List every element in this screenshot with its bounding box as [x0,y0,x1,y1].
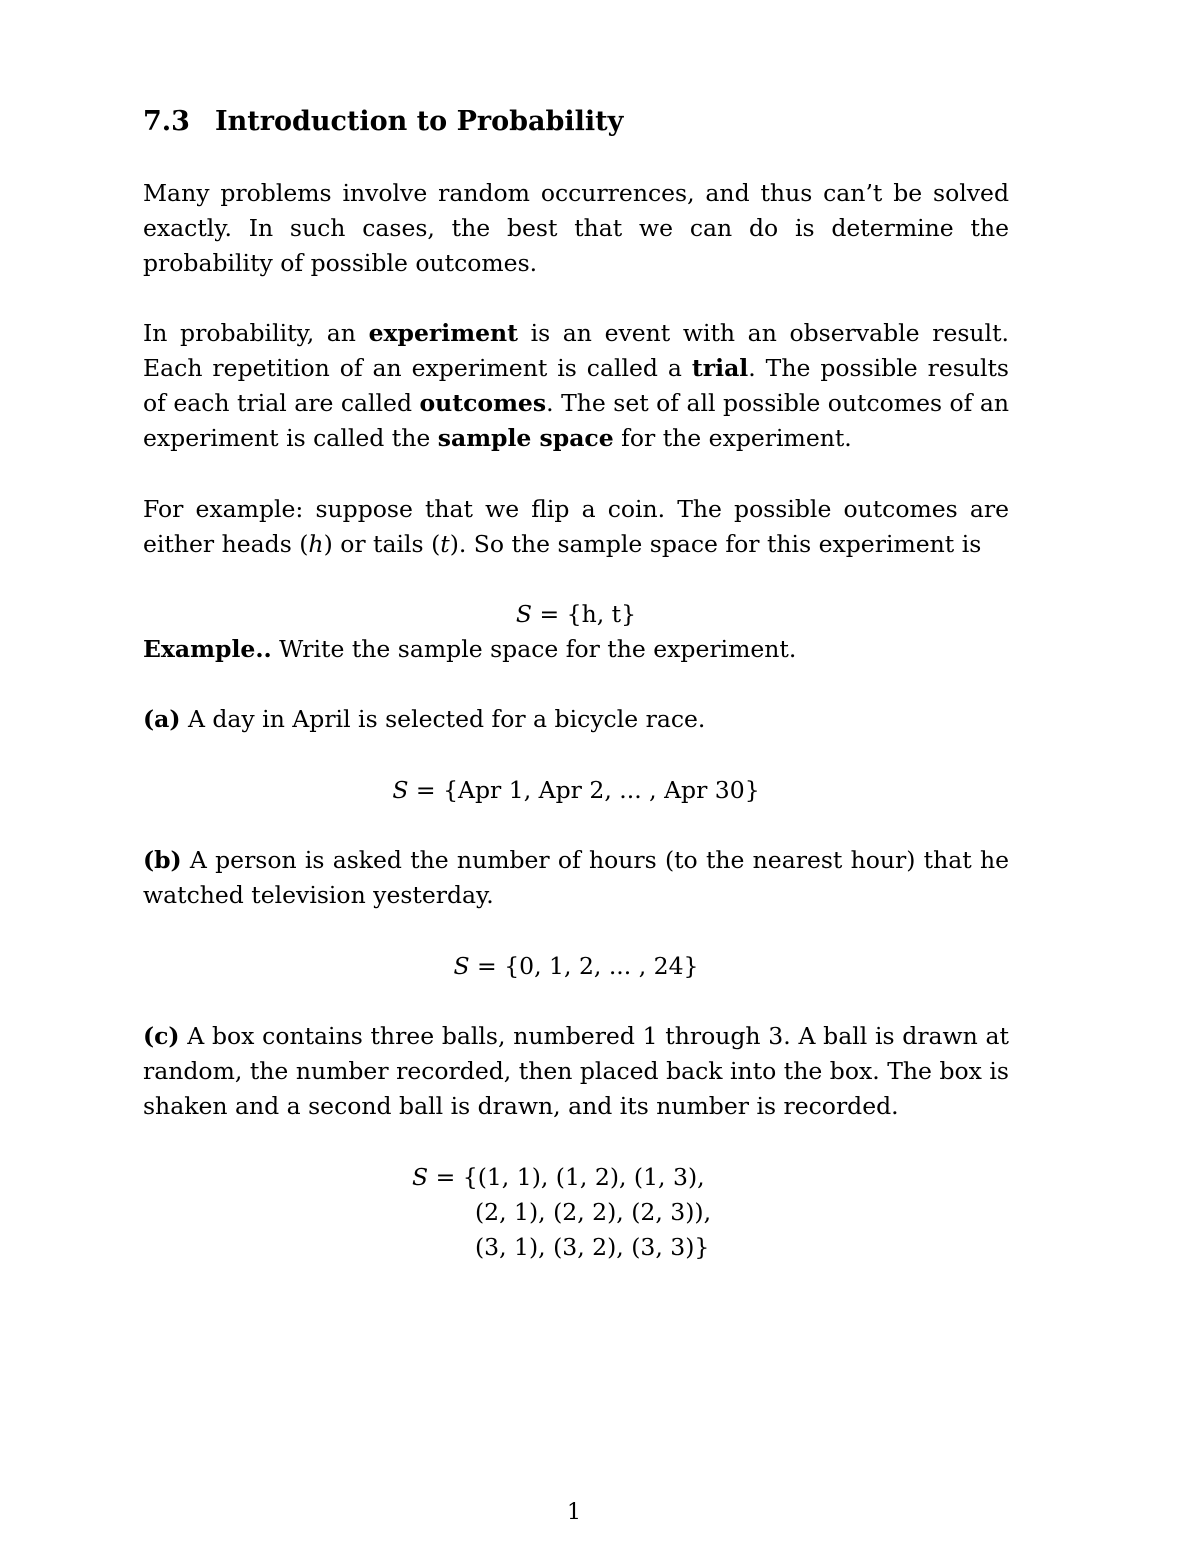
part-b-equation [143,949,1009,984]
definitions-paragraph [143,316,1009,456]
equation-rhs: = {h, t} [532,600,637,628]
term-trial: trial [691,354,749,382]
term-experiment: experiment [368,319,518,347]
part-c-label: (c) [143,1022,180,1050]
term-sample-space: sample space [437,424,614,452]
coin-sample-space-equation [143,597,1009,632]
definitions-text: is an event with an observable result. Each repetition of an experiment is called a [143,319,1009,382]
definitions-text: In probability, an [143,319,369,347]
coin-example-text: For example: suppose that we flip a coin. The possible outcomes are either heads ( [143,495,1009,558]
equation-s: S [515,600,533,628]
page-number: 1 [567,1500,581,1525]
equation-rhs: = {Apr 1, Apr 2, ... , Apr 30} [408,776,760,804]
section-number: 7.3 [143,106,190,137]
part-b-label: (b) [143,846,182,874]
definitions-text: . The set of all possible outcomes of an experiment is called the [143,389,1009,452]
definitions-text: . The possible results of each trial are called [143,354,1009,417]
term-outcomes: outcomes [419,389,547,417]
equation-row-3: (3, 1), (3, 2), (3, 3)} [475,1233,710,1261]
equation-row-2: (2, 1), (2, 2), (2, 3)), [475,1198,712,1226]
section-heading [143,104,623,140]
part-a-text: A day in April is selected for a bicycle race. [180,705,706,733]
part-a-equation [143,773,1009,808]
example-prompt: Write the sample space for the experiment. [271,635,797,663]
equation-s: S [412,1163,429,1191]
part-c-text: A box contains three balls, numbered 1 through 3. A ball is drawn at random, the number recorded, then placed back into the box. The box is shaken and a second ball is drawn, and its number is recorded. [143,1022,1009,1120]
equation-s: S [453,952,470,980]
intro-paragraph: Many problems involve random occurrences, and thus can’t be solved exactly. In such cases, the best that we can do is determine the probability of possible outcomes. [143,179,1009,277]
part-c-equation [412,1160,711,1265]
section-title: Introduction to Probability [215,106,624,137]
part-b-text: A person is asked the number of hours (to the nearest hour) that he watched television yesterday. [143,846,1009,909]
equation-s: S [392,776,409,804]
example-label: Example.. [143,635,272,663]
example-heading-paragraph [143,632,1009,667]
coin-example-text: ) or tails ( [323,530,441,558]
equation-row-1: = {(1, 1), (1, 2), (1, 3), [428,1163,705,1191]
var-h: h [308,530,324,558]
coin-example-text: ). So the sample space for this experiment is [449,530,982,558]
equation-rhs: = {0, 1, 2, ... , 24} [469,952,699,980]
definitions-text: for the experiment. [613,424,852,452]
var-t: t [440,530,450,558]
part-b-paragraph [143,843,1009,913]
part-a-paragraph [143,702,1009,737]
coin-example-paragraph [143,492,1009,562]
part-c-paragraph [143,1019,1009,1124]
equation-row [412,1160,711,1195]
part-a-label: (a) [143,705,181,733]
